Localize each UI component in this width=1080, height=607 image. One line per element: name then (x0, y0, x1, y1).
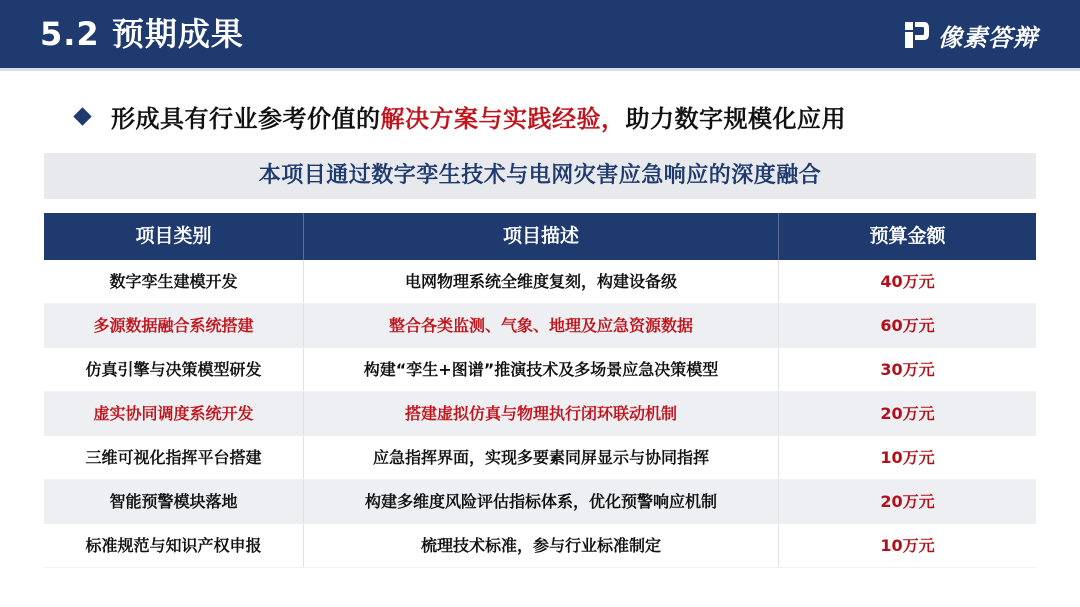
header-category: 项目类别 (44, 213, 304, 260)
row-category: 标准规范与知识产权申报 (44, 524, 304, 567)
row-budget: 20万元 (880, 404, 935, 423)
headline-text (111, 99, 846, 134)
table-row (44, 392, 1036, 436)
row-budget: 40万元 (880, 272, 935, 291)
brand-logo-icon (904, 21, 930, 49)
row-category: 数字孪生建模开发 (44, 260, 304, 303)
header-divider (0, 68, 1080, 71)
row-category: 三维可视化指挥平台搭建 (44, 436, 304, 479)
row-description: 梳理技术标准，参与行业标准制定 (304, 524, 779, 567)
row-description: 搭建虚拟仿真与物理执行闭环联动机制 (304, 392, 779, 435)
table-row (44, 304, 1036, 348)
row-category: 虚实协同调度系统开发 (44, 392, 304, 435)
diamond-bullet-icon (73, 107, 91, 125)
table-row (44, 480, 1036, 524)
headline-prefix: 形成具有行业参考价值的 (111, 104, 381, 133)
row-budget: 60万元 (880, 316, 935, 335)
brand (904, 20, 1038, 50)
table-row (44, 436, 1036, 480)
page-title: 5.2 预期成果 (40, 15, 244, 53)
headline (72, 96, 846, 136)
header-bar (0, 0, 1080, 68)
row-category: 智能预警模块落地 (44, 480, 304, 523)
row-description: 应急指挥界面，实现多要素同屏显示与协同指挥 (304, 436, 779, 479)
table-row (44, 260, 1036, 304)
row-budget: 10万元 (880, 536, 935, 555)
table-header (44, 213, 1036, 260)
table-row (44, 348, 1036, 392)
row-description: 构建“孪生+图谱”推演技术及多场景应急决策模型 (304, 348, 779, 391)
brand-name: 像素答辩 (938, 23, 1038, 52)
row-category: 多源数据融合系统搭建 (44, 304, 304, 347)
table-row (44, 524, 1036, 568)
subtitle-band: 本项目通过数字孪生技术与电网灾害应急响应的深度融合 (44, 153, 1036, 199)
row-budget: 20万元 (880, 492, 935, 511)
row-description: 构建多维度风险评估指标体系，优化预警响应机制 (304, 480, 779, 523)
row-category: 仿真引擎与决策模型研发 (44, 348, 304, 391)
budget-table (44, 213, 1036, 568)
row-description: 整合各类监测、气象、地理及应急资源数据 (304, 304, 779, 347)
header-description: 项目描述 (304, 213, 779, 260)
row-budget: 30万元 (880, 360, 935, 379)
row-description: 电网物理系统全维度复刻，构建设备级 (304, 260, 779, 303)
headline-suffix: 助力数字规模化应用 (625, 104, 846, 133)
header-budget: 预算金额 (869, 225, 946, 247)
headline-highlight: 解决方案与实践经验， (380, 104, 626, 133)
row-budget: 10万元 (880, 448, 935, 467)
